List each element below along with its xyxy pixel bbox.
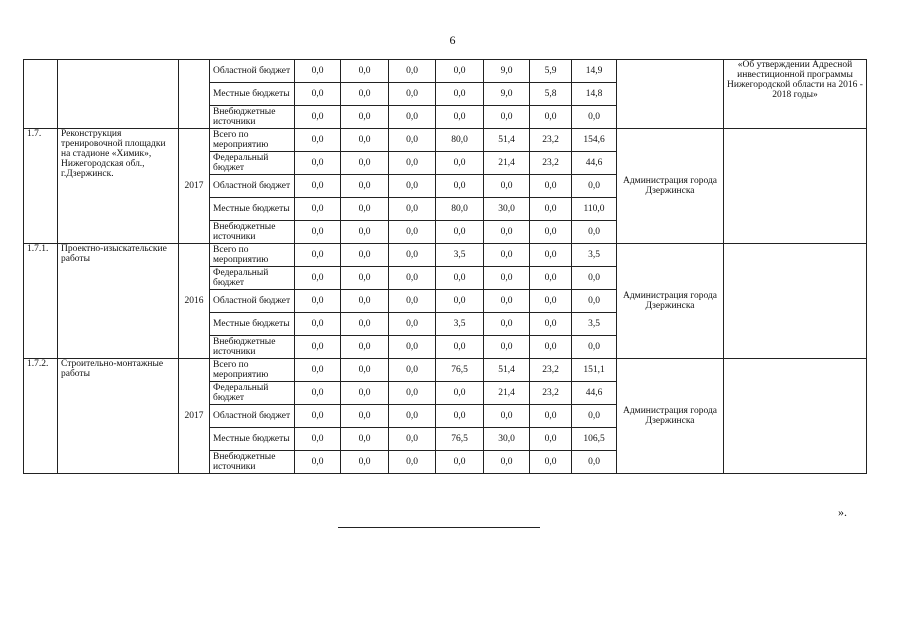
table-row [24,244,867,267]
value-cell: 0,0 [341,106,389,129]
value-cell: 0,0 [484,106,530,129]
page-number: 6 [449,33,456,47]
value-cell: 0,0 [389,382,436,405]
project-name: Проектно-изыскательские работы [58,244,179,359]
value-cell: 0,0 [295,83,341,106]
value-cell: 44,6 [572,152,617,175]
value-cell: 0,0 [295,221,341,244]
value-cell: 0,0 [295,267,341,290]
value-cell: 0,0 [436,175,484,198]
table-row [24,129,867,152]
value-cell: 0,0 [341,359,389,382]
value-cell: 0,0 [530,405,572,428]
row-name-cell [58,60,179,129]
value-cell: 0,0 [389,221,436,244]
value-cell: 0,0 [530,290,572,313]
value-cell: 0,0 [572,451,617,474]
value-cell: 0,0 [436,336,484,359]
value-cell: 0,0 [295,129,341,152]
value-cell: 76,5 [436,359,484,382]
value-cell: 0,0 [389,175,436,198]
value-cell: 80,0 [436,198,484,221]
value-cell: 14,9 [572,60,617,83]
value-cell: 0,0 [389,106,436,129]
funding-source: Областной бюджет [210,60,295,83]
value-cell: 0,0 [572,405,617,428]
value-cell: 0,0 [530,175,572,198]
funding-source: Всего по мероприятию [210,244,295,267]
table-body [24,60,867,474]
value-cell: 3,5 [572,313,617,336]
value-cell: 0,0 [389,428,436,451]
funding-source: Внебюджетные источники [210,221,295,244]
value-cell: 14,8 [572,83,617,106]
investment-program-table [23,59,867,474]
value-cell: 0,0 [341,83,389,106]
value-cell: 0,0 [484,313,530,336]
project-executor: Администрация города Дзержинска [617,359,724,474]
value-cell: 0,0 [484,451,530,474]
separator-line [338,527,540,528]
value-cell: 110,0 [572,198,617,221]
funding-source: Областной бюджет [210,290,295,313]
project-code: 1.7.1. [24,244,58,359]
value-cell: 0,0 [295,198,341,221]
value-cell: 0,0 [295,405,341,428]
value-cell: 0,0 [436,60,484,83]
value-cell: 30,0 [484,198,530,221]
value-cell: 0,0 [484,336,530,359]
value-cell: 0,0 [530,428,572,451]
value-cell: 0,0 [484,267,530,290]
value-cell: 0,0 [436,382,484,405]
value-cell: 9,0 [484,60,530,83]
value-cell: 0,0 [341,382,389,405]
value-cell: 0,0 [389,336,436,359]
value-cell: 0,0 [530,451,572,474]
funding-source: Местные бюджеты [210,428,295,451]
value-cell: 30,0 [484,428,530,451]
value-cell: 0,0 [295,175,341,198]
project-name: Реконструкция тренировочной площадки на стадионе «Химик», Нижегородская обл., г.Дзержинск. [58,129,179,244]
value-cell: 0,0 [530,313,572,336]
value-cell: 0,0 [484,221,530,244]
note-cell [724,129,867,244]
value-cell: 23,2 [530,129,572,152]
value-cell: 0,0 [389,83,436,106]
value-cell: 0,0 [341,60,389,83]
value-cell: 0,0 [341,129,389,152]
value-cell: 0,0 [572,336,617,359]
value-cell: 23,2 [530,382,572,405]
value-cell: 0,0 [436,405,484,428]
value-cell: 0,0 [530,336,572,359]
value-cell: 0,0 [295,106,341,129]
value-cell: 0,0 [341,336,389,359]
value-cell: 0,0 [530,221,572,244]
value-cell: 0,0 [436,221,484,244]
funding-source: Местные бюджеты [210,198,295,221]
value-cell: 0,0 [436,106,484,129]
value-cell: 80,0 [436,129,484,152]
funding-source: Местные бюджеты [210,313,295,336]
value-cell: 0,0 [341,405,389,428]
value-cell: 0,0 [484,405,530,428]
value-cell: 0,0 [389,244,436,267]
funding-source: Местные бюджеты [210,83,295,106]
note-cell: «Об утверждении Адресной инвестиционной программы Нижегородской области на 2016 - 2018 годы» [724,60,867,129]
value-cell: 0,0 [341,451,389,474]
funding-source: Всего по мероприятию [210,129,295,152]
value-cell: 106,5 [572,428,617,451]
value-cell: 51,4 [484,359,530,382]
value-cell: 0,0 [572,106,617,129]
value-cell: 0,0 [530,244,572,267]
value-cell: 0,0 [295,428,341,451]
value-cell: 0,0 [572,290,617,313]
value-cell: 0,0 [530,106,572,129]
funding-source: Внебюджетные источники [210,106,295,129]
funding-source: Федеральный бюджет [210,152,295,175]
table-row [24,60,867,83]
value-cell: 44,6 [572,382,617,405]
value-cell: 0,0 [530,198,572,221]
value-cell: 0,0 [436,152,484,175]
value-cell: 0,0 [295,244,341,267]
value-cell: 3,5 [572,244,617,267]
value-cell: 5,9 [530,60,572,83]
value-cell: 0,0 [295,313,341,336]
value-cell: 0,0 [341,152,389,175]
value-cell: 9,0 [484,83,530,106]
value-cell: 21,4 [484,382,530,405]
funding-source: Всего по мероприятию [210,359,295,382]
value-cell: 0,0 [341,244,389,267]
value-cell: 0,0 [436,290,484,313]
value-cell: 0,0 [341,175,389,198]
project-year: 2017 [179,129,210,244]
value-cell: 0,0 [389,152,436,175]
value-cell: 0,0 [484,244,530,267]
value-cell: 0,0 [295,359,341,382]
value-cell: 23,2 [530,152,572,175]
project-code: 1.7. [24,129,58,244]
closing-quote: ». [838,505,847,519]
value-cell: 51,4 [484,129,530,152]
value-cell: 0,0 [484,290,530,313]
value-cell: 0,0 [389,267,436,290]
value-cell: 0,0 [389,359,436,382]
value-cell: 3,5 [436,244,484,267]
value-cell: 0,0 [295,336,341,359]
value-cell: 0,0 [341,267,389,290]
value-cell: 0,0 [484,175,530,198]
row-code-cell [24,60,58,129]
project-name: Строительно-монтажные работы [58,359,179,474]
project-executor: Администрация города Дзержинска [617,244,724,359]
value-cell: 0,0 [436,267,484,290]
value-cell: 0,0 [389,60,436,83]
value-cell: 21,4 [484,152,530,175]
note-cell [724,359,867,474]
value-cell: 0,0 [295,382,341,405]
value-cell: 0,0 [295,152,341,175]
value-cell: 0,0 [295,451,341,474]
table-row [24,359,867,382]
value-cell: 23,2 [530,359,572,382]
funding-source: Внебюджетные источники [210,336,295,359]
project-executor: Администрация города Дзержинска [617,129,724,244]
value-cell: 0,0 [572,267,617,290]
value-cell: 0,0 [341,221,389,244]
value-cell: 0,0 [389,313,436,336]
value-cell: 0,0 [295,60,341,83]
value-cell: 151,1 [572,359,617,382]
value-cell: 5,8 [530,83,572,106]
value-cell: 0,0 [295,290,341,313]
project-code: 1.7.2. [24,359,58,474]
executor-cell [617,60,724,129]
value-cell: 0,0 [389,405,436,428]
project-year: 2017 [179,359,210,474]
funding-source: Федеральный бюджет [210,382,295,405]
funding-source: Внебюджетные источники [210,451,295,474]
value-cell: 76,5 [436,428,484,451]
funding-source: Областной бюджет [210,405,295,428]
value-cell: 0,0 [389,451,436,474]
value-cell: 0,0 [341,428,389,451]
value-cell: 0,0 [389,129,436,152]
value-cell: 0,0 [436,451,484,474]
note-cell [724,244,867,359]
funding-source: Областной бюджет [210,175,295,198]
value-cell: 0,0 [530,267,572,290]
row-year-cell [179,60,210,129]
value-cell: 0,0 [389,290,436,313]
value-cell: 154,6 [572,129,617,152]
value-cell: 0,0 [341,198,389,221]
project-year: 2016 [179,244,210,359]
value-cell: 0,0 [389,198,436,221]
funding-source: Федеральный бюджет [210,267,295,290]
value-cell: 0,0 [572,221,617,244]
value-cell: 0,0 [341,313,389,336]
value-cell: 0,0 [341,290,389,313]
value-cell: 0,0 [572,175,617,198]
value-cell: 3,5 [436,313,484,336]
value-cell: 0,0 [436,83,484,106]
